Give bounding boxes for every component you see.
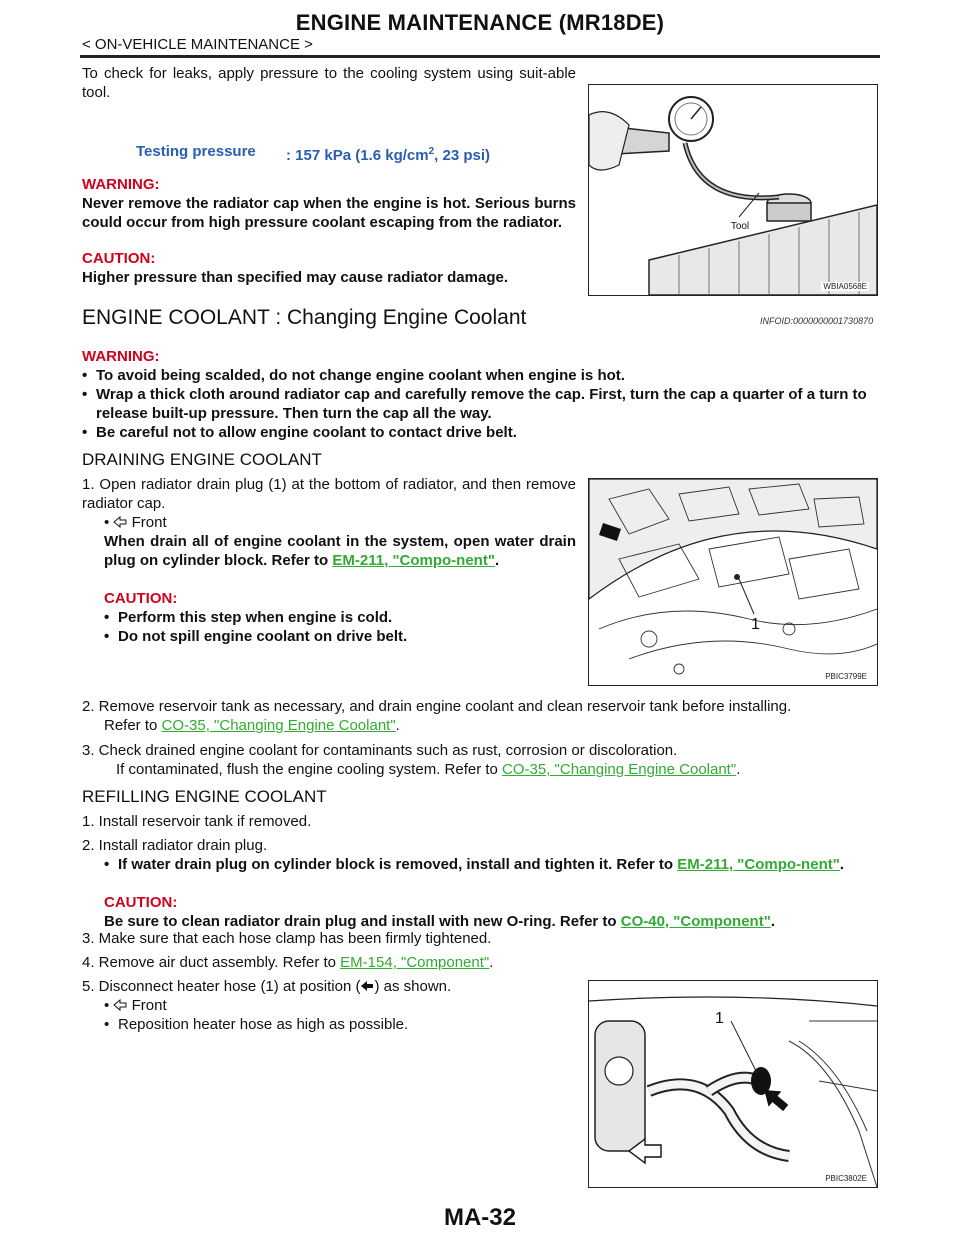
callout-1: 1 <box>715 1010 724 1027</box>
step-text: 5. Disconnect heater hose (1) at position ( <box>82 978 361 995</box>
refilling-step-3: 3. Make sure that each hose clamp has been firmly tightened. <box>82 930 492 947</box>
bullet-text: If water drain plug on cylinder block is removed, install and tighten it. Refer to <box>118 856 678 873</box>
leak-warning-text: Never remove the radiator cap when the engine is hot. Serious burns could occur from high pressure coolant escaping from the radiator. <box>82 195 576 231</box>
spec-value <box>286 142 490 165</box>
refilling-front-line <box>104 996 167 1015</box>
draining-step-3: 3. Check drained engine coolant for contaminants such as rust, corrosion or discoloration. <box>82 742 678 759</box>
refilling-step-2: 2. Install radiator drain plug. <box>82 837 268 854</box>
refilling-step-1: 1. Install reservoir tank if removed. <box>82 813 312 830</box>
figure-heater-hose <box>588 980 878 1188</box>
list-item: • Perform this step when engine is cold. <box>104 608 576 627</box>
link-em-211[interactable]: EM-211, "Compo-nent" <box>332 552 495 569</box>
refilling-step-5-list <box>104 1015 574 1034</box>
spec-value-superscript: 2 <box>428 146 435 157</box>
header-rule <box>80 55 880 58</box>
tool-label: Tool <box>730 221 750 232</box>
list-item <box>104 855 880 874</box>
section-heading-changing: ENGINE COOLANT : Changing Engine Coolant <box>82 306 527 329</box>
front-arrow-icon <box>113 516 127 528</box>
spec-label: Testing pressure <box>136 143 256 160</box>
draining-step-2: 2. Remove reservoir tank as necessary, and drain engine coolant and clean reservoir tank before installing. <box>82 698 792 715</box>
changing-warning-list <box>82 366 880 442</box>
front-arrow-icon <box>113 999 127 1011</box>
bullet: • <box>104 514 110 531</box>
draining-note <box>104 532 576 570</box>
page-title: ENGINE MAINTENANCE (MR18DE) <box>295 10 665 35</box>
bullet: • <box>104 997 110 1014</box>
figure-code: PBIC3799E <box>825 672 867 681</box>
front-label: Front <box>131 514 167 531</box>
radiator-drain-illustration <box>589 479 877 685</box>
ref-text: Refer to <box>104 717 162 734</box>
list-item: • Reposition heater hose as high as possible. <box>104 1015 574 1034</box>
section-heading-refilling: REFILLING ENGINE COOLANT <box>82 787 327 806</box>
draining-step-1: 1. Open radiator drain plug (1) at the bottom of radiator, and then remove radiator cap. <box>82 476 576 512</box>
step-text: 4. Remove air duct assembly. Refer to <box>82 954 341 971</box>
changing-warning-label: WARNING: <box>82 348 160 365</box>
spec-value-b: , 23 psi) <box>434 147 491 164</box>
draining-caution-label: CAUTION: <box>104 590 178 607</box>
leak-check-intro: To check for leaks, apply pressure to the cooling system using suit-able tool. <box>82 65 576 101</box>
figure-pressure-tester <box>588 84 878 296</box>
draining-step-2-ref <box>104 716 400 735</box>
heater-hose-illustration <box>589 981 877 1187</box>
section-heading-draining: DRAINING ENGINE COOLANT <box>82 450 322 469</box>
callout-1: 1 <box>751 616 760 633</box>
page-number: MA-32 <box>443 1204 516 1231</box>
refilling-step-5 <box>82 977 451 996</box>
refilling-step-2-list <box>104 855 880 874</box>
front-label: Front <box>131 997 167 1014</box>
draining-step-3-ref <box>116 760 740 779</box>
ref-end: . <box>395 717 400 734</box>
link-co-40[interactable]: CO-40, "Component" <box>620 913 771 930</box>
link-co-35[interactable]: CO-35, "Changing Engine Coolant" <box>502 761 737 778</box>
figure-radiator-drain <box>588 478 878 686</box>
caution-text: Be sure to clean radiator drain plug and install with new O-ring. Refer to <box>104 913 621 930</box>
position-arrow-icon <box>360 980 374 992</box>
list-item: • Wrap a thick cloth around radiator cap and carefully remove the cap. First, turn the cap a quarter of a turn to release built-up pressure. Then turn the cap all the way. <box>82 385 880 423</box>
refilling-caution-label: CAUTION: <box>104 894 178 911</box>
note-text: When drain all of engine coolant in the system, open water drain plug on cylinder block. Refer to <box>104 533 576 569</box>
link-em-211[interactable]: EM-211, "Compo-nent" <box>677 856 840 873</box>
caution-end: . <box>770 913 775 930</box>
draining-front-line <box>104 513 167 532</box>
figure-code: WBIA0568E <box>823 282 867 291</box>
list-item: • To avoid being scalded, do not change engine coolant when engine is hot. <box>82 366 880 385</box>
bullet-end: . <box>839 856 845 873</box>
draining-caution-list <box>104 608 576 646</box>
list-item: • Do not spill engine coolant on drive belt. <box>104 627 576 646</box>
ref-end: . <box>736 761 741 778</box>
note-end: . <box>494 552 500 569</box>
leak-caution-text: Higher pressure than specified may cause radiator damage. <box>82 269 508 286</box>
section-breadcrumb: < ON-VEHICLE MAINTENANCE > <box>82 36 313 53</box>
info-id: INFOID:0000000001730870 <box>760 316 874 326</box>
step-end: ) as shown. <box>374 978 452 995</box>
figure-code: PBIC3802E <box>825 1174 867 1183</box>
link-em-154[interactable]: EM-154, "Component" <box>340 954 490 971</box>
refilling-step-4 <box>82 953 493 972</box>
ref-text: If contaminated, flush the engine cooling system. Refer to <box>116 761 503 778</box>
spec-value-a: : 157 kPa (1.6 kg/cm <box>286 147 429 164</box>
link-co-35[interactable]: CO-35, "Changing Engine Coolant" <box>161 717 396 734</box>
pressure-tester-illustration <box>589 85 877 295</box>
leak-caution-label: CAUTION: <box>82 250 156 267</box>
list-item: • Be careful not to allow engine coolant to contact drive belt. <box>82 423 880 442</box>
leak-warning-label: WARNING: <box>82 176 160 193</box>
step-end: . <box>489 954 494 971</box>
